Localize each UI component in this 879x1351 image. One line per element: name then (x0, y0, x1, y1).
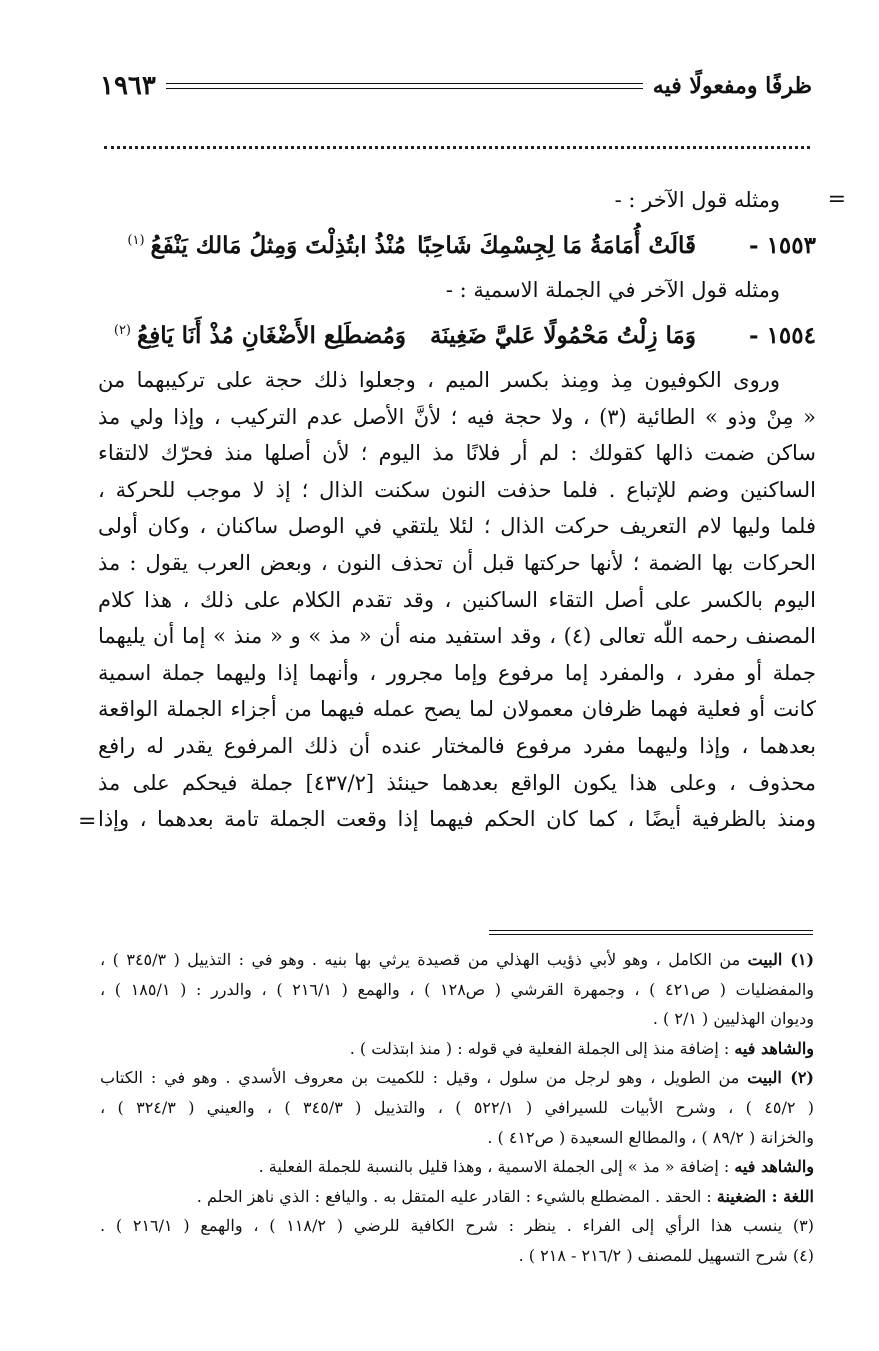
footnote-text: من الطويل ، وهو لرجل من سلول ، وقيل : للكميت بن معروف الأسدي . وهو في : الكتاب (100, 1068, 748, 1088)
footnote-line (100, 1034, 814, 1064)
body-line: الحركات بها الضمة ؛ لأنها حركتها قبل أن تحذف النون ، وبعض العرب يقول : مذ (98, 550, 816, 575)
verse-hemistich-1: قَالَتْ أُمَامَةُ مَا لِجِسْمِكَ شَاحِبًا (417, 231, 696, 259)
footnote-ref: (١) (127, 232, 145, 248)
body-line: بعدهما ، وإذا وليهما مفرد مرفوع فالمختار عنده أن ذلك المرفوع يقدر له رافع (98, 733, 816, 758)
verse-1553 (98, 222, 816, 268)
verse-hemistich-2-text: مُنْذُ ابتُذِلْتَ وَمِثلُ مَالك يَنْفَعُ (150, 231, 406, 259)
body-line: الساكنين وضم للإتباع . فلما حذفت النون سكنت الذال ؛ إذ لا موجب للحركة ، (98, 477, 816, 502)
footnote-separator (489, 930, 813, 935)
verse-hemistich-2-text: وَمُضطَلِع الأَضْغَانِ مُذْ أَنَا يَافِعُ (137, 321, 406, 349)
footnote-line (100, 975, 814, 1005)
verse-number: ١٥٥٤ - (749, 321, 816, 349)
footnote-line (100, 1004, 814, 1034)
verse-hemistich-2 (98, 322, 406, 349)
footnote-bold-lead: (٢) البيت (747, 1068, 814, 1088)
footnote-line (100, 1211, 814, 1241)
main-text (78, 178, 846, 838)
body-line: محذوف ، وعلى هذا يكون الواقع بعدهما حينئذ [٤٣٧/٢] جملة فيحكم على مذ (98, 770, 816, 795)
footnotes (100, 945, 814, 1271)
continuation-mark: = (78, 808, 97, 834)
page-number: ١٩٦٣ (100, 71, 156, 101)
body-line: فلما وليها لام التعريف حركت الذال ؛ لئلا يلتقي في الوصل ساكنان ، وكان أولى (98, 514, 816, 539)
footnote-text: : إضافة منذ إلى الجملة الفعلية في قوله : ( منذ ابتذلت ) . (349, 1038, 735, 1058)
page-header (100, 66, 812, 106)
dotted-separator (104, 146, 810, 149)
footnote-text: والمفضليات ( ص٤٢١ ) ، وجمهرة القرشي ( ص١٢٨ ) ، والهمع ( ٢١٦/١ ) ، والدرر : ( ١٨٥/١ ) ، (100, 979, 814, 999)
footnote-ref: (٢) (113, 322, 131, 338)
footnote-bold-lead: اللغة : الضغينة (716, 1186, 814, 1206)
body-line: جملة أو مفرد ، والمفرد إما مرفوع وإما مجرور ، وأنهما إذا وليهما جملة اسمية (98, 660, 816, 685)
verse-intro-1 (98, 178, 846, 222)
body-line: كانت أو فعلية فهما ظرفان معمولان لما يصح عمله فيهما من أجزاء الجملة الواقعة (98, 697, 816, 722)
footnote-line (100, 945, 814, 975)
footnote-bold-lead: والشاهد فيه (734, 1038, 814, 1058)
footnote-line (100, 1063, 814, 1093)
footnote-text: (٤) شرح التسهيل للمصنف ( ٢١٦/٢ - ٢١٨ ) . (518, 1245, 814, 1265)
verse-intro-2-text: ومثله قول الآخر في الجملة الاسمية : - (445, 278, 780, 302)
body-line: المصنف رحمه اللّٰه تعالى (٤) ، وقد استفيد منه أن « مذ » و « منذ » إما أن يليهما (98, 624, 816, 649)
footnote-text: : إضافة « مذ » إلى الجملة الاسمية ، وهذا قليل بالنسبة للجملة الفعلية . (258, 1157, 735, 1177)
verse-number: ١٥٥٣ - (749, 231, 816, 259)
body-line: « مِنْ وذو » الطائية (٣) ، ولا حجة فيه ؛ لأنَّ الأصل عدم التركيب ، وإذا ولي مذ (98, 404, 816, 429)
margin-mark: = (827, 187, 846, 212)
footnote-text: (٣) ينسب هذا الرأي إلى الفراء . ينظر : شرح الكافية للرضي ( ١١٨/٢ ) ، والهمع ( ٢١٦/١ ) . (100, 1216, 814, 1236)
footnote-text: وديوان الهذليين ( ٢/١ ) . (652, 1009, 814, 1029)
body-line: اليوم بالكسر على أصل التقاء الساكنين ، وقد تقدم الكلام على ذلك ، هذا كلام (98, 587, 816, 612)
footnote-line (100, 1123, 814, 1153)
footnote-text: : الحقد . المضطلع بالشيء : القادر عليه المتقل به . واليافع : الذي ناهز الحلم . (196, 1186, 717, 1206)
verse-intro-1-text: ومثله قول الآخر : - (614, 188, 780, 212)
footnote-bold-lead: (١) البيت (747, 950, 814, 969)
footnote-line (100, 1152, 814, 1182)
body-line: ساكن ضمت ذالها كقولك : لم أر فلانًا مذ اليوم ؛ لأن أصلها منذ فحرّك لالتقاء (98, 441, 816, 466)
footnote-text: والخزانة ( ٨٩/٢ ) ، والمطالع السعيدة ( ص٤١٢ ) . (487, 1127, 814, 1147)
verse-1554 (98, 312, 816, 358)
verse-hemistich-1: وَمَا زِلْتُ مَحْمُولًا عَليَّ ضَغِينَة (430, 321, 696, 349)
header-rule (166, 83, 643, 89)
body-line: وروى الكوفيون مِذ ومِنذ بكسر الميم ، وجعلوا ذلك حجة على تركيبهما من (98, 368, 780, 392)
body-line: ومنذ بالظرفية أيضًا ، كما كان الحكم فيهما إذا وقعت الجملة تامة بعدهما ، وإذا (98, 807, 816, 832)
running-title: ظرفًا ومفعولًا فيه (652, 73, 812, 99)
footnote-line (100, 1241, 814, 1271)
footnote-line (100, 1182, 814, 1212)
footnote-text: من الكامل ، وهو لأبي ذؤيب الهذلي من قصيدة يرثي بها بنيه . وهو في : التذييل ( ٣٤٥/٣ ) ، (100, 950, 748, 969)
verse-hemistich-2 (98, 232, 406, 259)
footnote-line (100, 1093, 814, 1123)
footnote-bold-lead: والشاهد فيه (734, 1157, 814, 1177)
verse-intro-2 (98, 268, 816, 312)
footnote-text: ( ٤٥/٢ ) ، وشرح الأبيات للسيرافي ( ٥٢٢/١ ) ، والتذييل ( ٣٤٥/٣ ) ، والعيني ( ٣٢٤/٣ ) ، (100, 1097, 814, 1117)
body-paragraph (78, 362, 816, 838)
